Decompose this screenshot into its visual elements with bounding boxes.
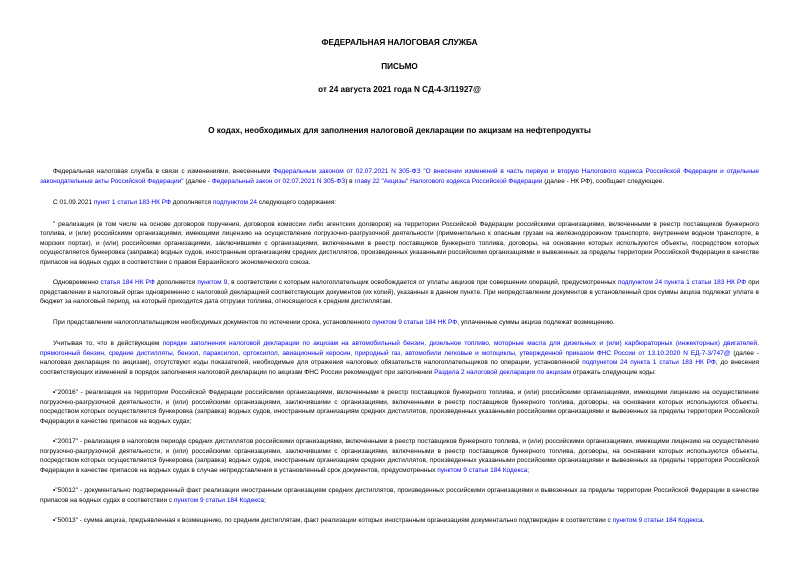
paragraph-article-184: Одновременно статья 184 НК РФ дополняется пунктом 9, в соответствии с которым налогоплательщик освобождается от уплаты акцизов при совершении операций, предусмотренных подпунктом 24 пункта 1 статьи 183 НК РФ при представлении в налоговый орган одновременно с налоговой декларацией соответствующих документов (их копий), указанных в данном пункте. При непредставлении документов в установленный срок суммы акциза подлежат уплате в бюджет за налоговый период, на который приходится дата отгрузки топлива, относящегося к средним дистиллятам. [40, 279, 759, 305]
bullet-icon: • [53, 517, 56, 524]
paragraph-intro: Федеральная налоговая служба в связи с изменениями, внесенными Федеральным законом от 02.07.2021 N 305-ФЗ "О внесении изменений в часть первую и вторую Налогового кодекса Российской Федерации и отдельные законодательные акты Российской Федерации" (далее - Федеральный закон от 02.07.2021 N 305-ФЗ) в главу 22 "Акцизы" Налогового кодекса Российской Федерации (далее - НК РФ), сообщает следующее. [40, 168, 760, 185]
document-type: ПИСЬМО [381, 62, 418, 71]
link-chapter-22[interactable]: главу 22 "Акцизы" Налогового кодекса Российской Федерации [354, 177, 543, 185]
link-declaration-procedure[interactable]: порядке заполнения налоговой декларации по акцизам на автомобильный бензин, дизельное топливо, моторные масла для дизельных и (или) карбюраторных (инжекторных) двигателей, прямогонный бензин, средние дистилляты, бензол, параксилол, ортоксилол, авиационный керосин, природный газ, автомобили легковые и мотоциклы, утвержденной приказом ФНС России от 13.10.2020 N ЕД-7-3/747@ [40, 340, 759, 357]
code-20016: •"20016" - реализация на территории Российской Федерации российскими организациями, включенными в реестр поставщиков бункерного топлива, и (или) российскими организациями, имеющими лицензию на осуществление погрузочно-разгрузочной деятельности, и (или) российскими организациями, заключившими с организациями, включенными в реестр поставщиков бункерного топлива, договоры, на основании которых используются объекты, посредством которых осуществляется бункеровка (заправка) водных судов, иностранным организациям средних дистиллятов, произведенных указанными российскими организациями и вывезенных за пределы территории Российской Федерации в качестве припасов на водных судах; [40, 389, 759, 425]
link-point-9-article-184[interactable]: пунктом 9 статьи 184 НК РФ [372, 318, 458, 326]
bullet-icon: • [53, 487, 56, 494]
document-subject: О кодах, необходимых для заполнения налоговой декларации по акцизам на нефтепродукты [208, 126, 591, 135]
paragraph-amendment: С 01.09.2021 пункт 1 статьи 183 НК РФ дополняется подпунктом 24 следующего содержания: [53, 199, 337, 206]
link-federal-law-305-short[interactable]: Федеральный закон от 02.07.2021 N 305-ФЗ [211, 177, 346, 185]
link-subparagraph-24[interactable]: подпунктом 24 [212, 199, 257, 206]
code-50013: •"50013" - сумма акциза, предъявленная к возмещению, по средним дистиллятам, факт реализации которых иностранным организациям документально подтвержден в соответствии с пунктом 9 статьи 184 Кодекса. [53, 517, 705, 524]
link-federal-law-305[interactable]: Федеральным законом от 02.07.2021 N 305-ФЗ "О внесении изменений в часть первую и вторую Налогового кодекса Российской Федерации и отдельные законодательные акты Российской Федерации" [40, 168, 760, 185]
bullet-icon: • [53, 438, 56, 445]
paragraph-refund: При представлении налогоплательщиком необходимых документов по истечении срока, установленного пунктом 9 статьи 184 НК РФ, уплаченные суммы акциза подлежат возмещению. [53, 318, 615, 326]
code-20017: •"20017" - реализация в налоговом периоде средних дистиллятов российскими организациями, включенными в реестр поставщиков бункерного топлива, и (или) российскими организациями, имеющими лицензию на осуществление погрузочно-разгрузочной деятельности, и (или) российскими организациями, заключившими с организациями, включенными в реестр поставщиков бункерного топлива, договоры, на основании которых используются объекты, посредством которых осуществляется бункеровка (заправка) водных судов, иностранным организациям средних дистиллятов, произведенных указанными российскими организациями и вывезенных за пределы территории Российской Федерации в качестве припасов на водных судах в случае непредставления в установленный срок документов, предусмотренных пунктом 9 статьи 184 Кодекса; [40, 438, 759, 474]
bullet-icon: • [53, 389, 56, 396]
paragraph-codes-intro: Учитывая то, что в действующем порядке заполнения налоговой декларации по акцизам на автомобильный бензин, дизельное топливо, моторные масла для дизельных и (или) карбюраторных (инжекторных) двигателей, прямогонный бензин, средние дистилляты, бензол, параксилол, ортоксилол, авиационный керосин, природный газ, автомобили легковые и мотоциклы, утвержденной приказом ФНС России от 13.10.2020 N ЕД-7-3/747@ (далее - налоговая декларация по акцизам), отсутствуют коды показателей, необходимые для отражения налоговых обязательств налогоплательщиков по операции, установленной подпунктом 24 пункта 1 статьи 183 НК РФ, до внесения соответствующих изменений в порядок заполнения налоговой декларации по акцизам ФНС России рекомендует при заполнении Раздела 2 налоговой декларации по акцизам отражать следующие коды: [40, 340, 759, 376]
code-50012: •"50012" - документально подтвержденный факт реализации иностранным организациям средних дистиллятов, произведенных российскими организациями и вывезенных за пределы территории Российской Федерации в качестве припасов на водных судах в соответствии с пунктом 9 статьи 184 Кодекса; [40, 487, 759, 504]
link-article-184[interactable]: статья 184 НК РФ [100, 279, 155, 286]
link-article-183-p1[interactable]: пункт 1 статьи 183 НК РФ [93, 199, 171, 206]
link-point-9-article-184-code[interactable]: пунктом 9 статьи 184 Кодекса [437, 466, 528, 474]
link-subparagraph-24-article-183-b[interactable]: подпунктом 24 пункта 1 статьи 183 НК РФ [582, 359, 716, 366]
paragraph-quote: " реализация (в том числе на основе договоров поручения, договоров комиссии либо агентских договоров) на территории Российской Федерации российскими организациями, включенными в реестр поставщиков бункерного топлива, и (или) российскими организациями, имеющими лицензию на осуществление погрузочно-разгрузочной деятельности (применительно к опасным грузам на железнодорожном транспорте, внутреннем водном транспорте, в морских портах), и (или) российскими организациями, заключившими с организациями, включенными в реестр поставщиков бункерного топлива, договоры, на основании которых используются объекты, посредством которых осуществляется бункеровка (заправка) водных судов, иностранным организациям средних дистиллятов, произведенных указанными российскими организациями и вывезенных за пределы территории Российской Федерации в качестве припасов на водных судах в соответствии с правом Евразийского экономического союза. [40, 220, 759, 266]
document-date-number: от 24 августа 2021 года N СД-4-3/11927@ [318, 85, 481, 94]
link-subparagraph-24-article-183[interactable]: подпунктом 24 пункта 1 статьи 183 НК РФ [617, 279, 747, 286]
agency-title: ФЕДЕРАЛЬНАЯ НАЛОГОВАЯ СЛУЖБА [321, 38, 478, 47]
link-section-2-declaration[interactable]: Раздела 2 налоговой декларации по акцизам [434, 368, 571, 376]
link-point-9-article-184-code-c[interactable]: пунктом 9 статьи 184 Кодекса [612, 517, 703, 524]
link-point-9[interactable]: пунктом 9 [197, 279, 228, 286]
link-point-9-article-184-code-b[interactable]: пунктом 9 статьи 184 Кодекса [173, 496, 264, 504]
